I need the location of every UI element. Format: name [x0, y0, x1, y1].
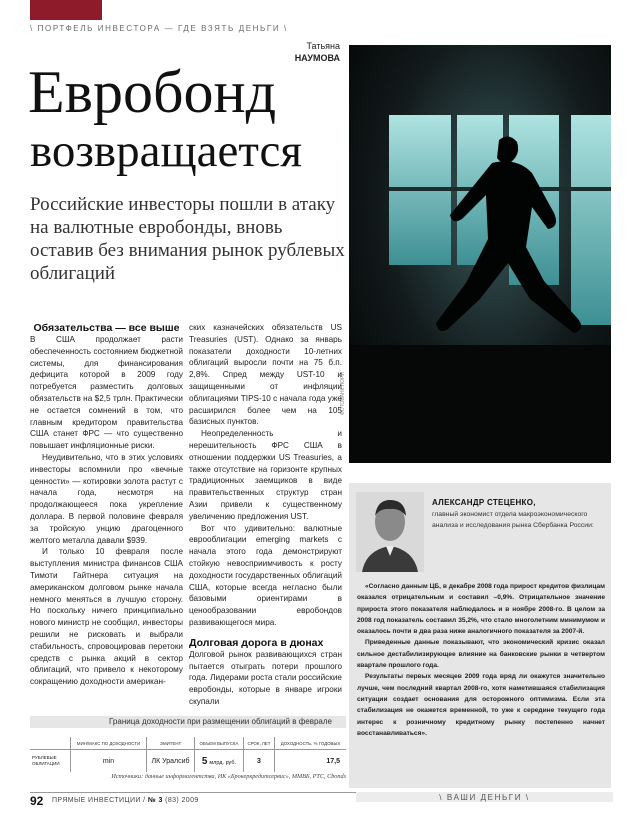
table-cell-term: 3 [243, 750, 274, 773]
table-cell-volume [195, 750, 244, 773]
running-man-silhouette-illustration [349, 45, 611, 463]
bond-yield-table [30, 737, 346, 772]
table-cell-minmax: min [71, 750, 147, 773]
table-header-cell: ЭМИТЕНТ [147, 737, 195, 750]
headline-line-2: возвращается [30, 125, 302, 177]
footer-section-name: \ ВАШИ ДЕНЬГИ \ [439, 793, 530, 802]
table-cell-yield: 17,5 [275, 750, 346, 773]
table-row-label: РУБЛЕВЫЕ ОБЛИГАЦИИ [32, 755, 60, 766]
photo-credit: ФОТОБАНК ЛОРИ [340, 372, 346, 415]
expert-name: АЛЕКСАНДР СТЕЦЕНКО, [432, 498, 536, 507]
table-row [30, 750, 346, 773]
subheading-obligations: Обязательства — все выше [33, 322, 180, 334]
volume-number: 5 [201, 755, 208, 767]
paragraph: Вот что удивительно: валютные еврооблигации emerging markets с начала этого года демонстрируют стойкую невосприимчивость к росту доходности государственных облигаций США, которые всегда негласно были базовыми ориентирами в ценообразовании евробондов развивающегося мира. [189, 523, 342, 627]
magazine-title: ПРЯМЫЕ ИНВЕСТИЦИИ / [52, 797, 146, 804]
table-header-cell: МИН/МАКС ПО ДОХОДНОСТИ [71, 737, 147, 750]
author-last-name: НАУМОВА [294, 53, 340, 63]
author-first-name: Татьяна [306, 41, 340, 51]
table-header-cell: СРОК, ЛЕТ [243, 737, 274, 750]
quote-paragraph: Результаты первых месяцев 2009 года вряд ли окажутся значительно лучше, чем последний квартал 2008-го, хотя наметившаяся стабилизация ситуации создает основания для осторожного оптимизма. Если эта стабилизация не окажется временной, то уже к середине текущего года интерес к розничному кредитному рынку постепенно начнет восстанавливаться». [357, 673, 605, 737]
magazine-name [52, 797, 199, 804]
table-header-cell: ОБЪЕМ ВЫПУСКА [195, 737, 244, 750]
table-header-row [30, 737, 346, 750]
subheading-debt-road: Долговая дорога в дюнах [189, 636, 324, 649]
paragraph: Неопределенность и нерешительность ФРС США в отношении поддержки US Treasuries, а также отсутствие на горизонте крупных традиционных заемщиков в виде правительственных структур стран Азии привели к существенному увеличению предложения UST. [189, 429, 342, 521]
paragraph: И только 10 февраля после выступления министра финансов США Тимоти Гайтнера ситуация на американском долговом рынке начала немного меняться в лучшую сторону. Но поскольку ничего принципиально нового министр не сообщил, инвесторы решили не рисковать и выбрали стабильность, спровоцировав перетоки средств с рынка акций в сектор облигаций, что привело к некоторому сокращению доходности американ- [30, 547, 183, 687]
issue-number: № 3 [147, 797, 163, 804]
quote-paragraph: Приведенные данные показывают, что экономический кризис оказал сильное дестабилизирующее влияние на банковские рынки в четвертом квартале прошлого года. [357, 639, 605, 670]
hero-photo [349, 45, 611, 463]
issue-date: (83) 2009 [165, 797, 199, 804]
table-title: Граница доходности при размещении облигаций в феврале [109, 717, 332, 726]
paragraph: Неудивительно, что в этих условиях инвесторы вспомнили про «вечные ценности» — котировки золота растут с начала года, несмотря на продолжающееся пока укрепление доллара. В первой половине февраля за тройскую унцию драгоценного желтого металла давали $939. [30, 452, 183, 545]
paragraph: В США продолжает расти обеспеченность состоянием бюджетной системы, для финансирования дефицита которой в 2009 году потребуется разместить долговых обязательств на $2,5 трлн. Практически не остается сомнений в том, что главным кредитором правительства США станет ФРС — что существенно повышает инфляционные риски. [30, 335, 183, 451]
lede: Российские инвесторы пошли в атаку на валютные евробонды, вновь оставив без внимания рынок рублевых облигаций [30, 194, 345, 284]
expert-portrait-avatar [356, 492, 424, 572]
table-sources: Источники: данные информагентства, ИК «Брокеркредитсервис», ММВБ, РТС, Cbonds [111, 773, 346, 780]
expert-title: главный экономист отдела макроэкономического анализа и исследования рынка Сбербанка России: [432, 511, 594, 529]
table-header-cell [30, 737, 71, 750]
expert-quote [357, 581, 605, 739]
paragraph: ских казначейских обязательств US Treasuries (UST). Однако за январь показатели доходности 10-летних облигаций выросли почти на 75 б.п. 2,8%. Спред между UST-10 и защищенными от инфляции облигациями TIPS-10 с начала года уже расширился более чем на 105 базисных пунктов. [189, 323, 342, 427]
article-column-2 [189, 322, 342, 708]
article-column-1 [30, 322, 183, 688]
table-header-cell: ДОХОДНОСТЬ, % ГОДОВЫХ [275, 737, 346, 750]
section-header: \ ПОРТФЕЛЬ ИНВЕСТОРА — ГДЕ ВЗЯТЬ ДЕНЬГИ \ [30, 24, 288, 33]
volume-unit: млрд. руб. [209, 759, 237, 766]
header-color-block [30, 0, 102, 20]
quote-paragraph: «Согласно данным ЦБ, в декабре 2008 года прирост кредитов физлицам оказался отрицательным и составил –0,9%. Отрицательное значение прироста этого показателя наблюдалось и в ноябре 2008-го. В целом за 2008 год показатель составил 35,2%, что стало многолетним минимумом и оказалось почти в два раза ниже аналогичного показателя за 2007-й. [357, 583, 605, 636]
table-cell-issuer: ЛК Уралсиб [147, 750, 195, 773]
page-number: 92 [30, 794, 44, 808]
headline-line-1: Евробонд [28, 59, 277, 125]
paragraph: Долговой рынок развивающихся стран пытается отыграть потери прошлого года. Лидерами роста стали российские евробонды, которые в январе игроки скупали [189, 649, 342, 706]
